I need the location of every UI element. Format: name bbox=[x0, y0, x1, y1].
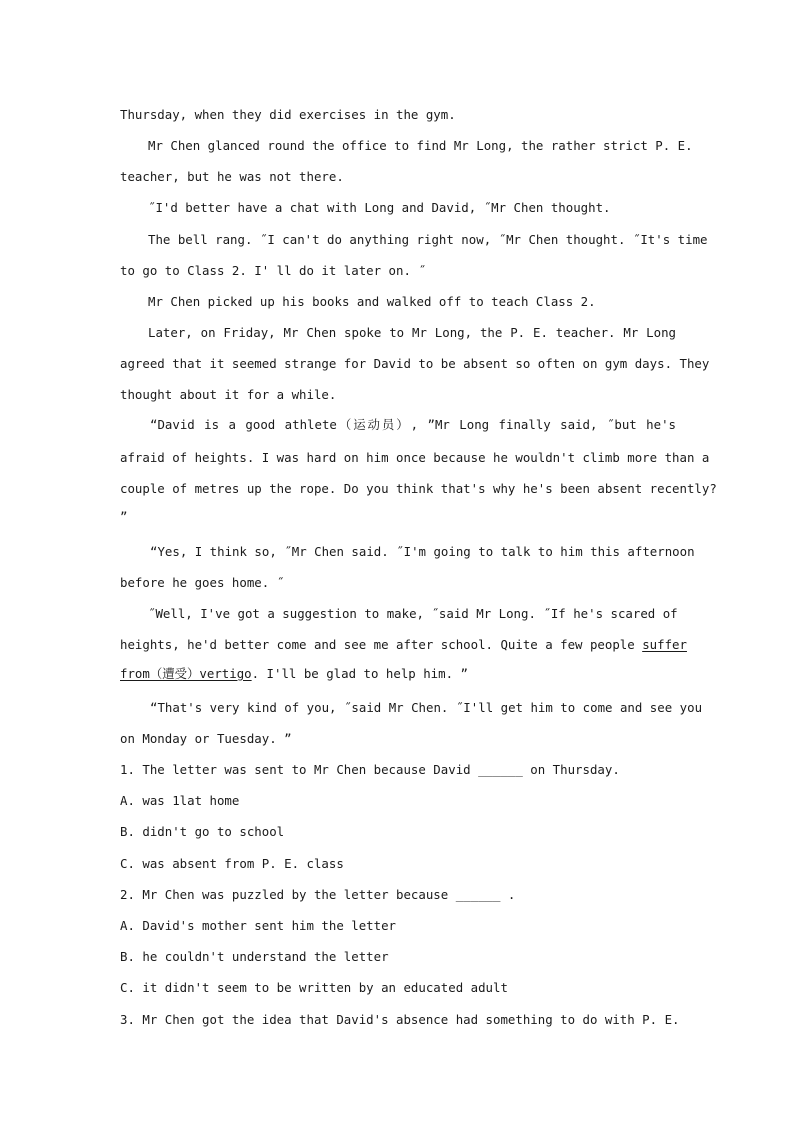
passage-line: on Monday or Tuesday. ” bbox=[120, 731, 292, 746]
passage-line: ˝I'd better have a chat with Long and David, ˝Mr Chen thought. bbox=[148, 200, 611, 215]
option-1a: A. was 1lat home bbox=[120, 793, 240, 808]
passage-line bbox=[120, 665, 676, 683]
passage-line: Later, on Friday, Mr Chen spoke to Mr Long, the P. E. teacher. Mr Long bbox=[148, 325, 676, 340]
option-2a: A. David's mother sent him the letter bbox=[120, 918, 397, 933]
question-1: 1. The letter was sent to Mr Chen because David ______ on Thursday. bbox=[120, 762, 620, 777]
passage-line bbox=[120, 636, 687, 654]
passage-line: agreed that it seemed strange for David to be absent so often on gym days. They bbox=[120, 356, 710, 371]
passage-line: ” bbox=[120, 509, 128, 524]
underlined-phrase: from（遭受）vertigo bbox=[120, 666, 252, 681]
passage-line: The bell rang. ˝I can't do anything right now, ˝Mr Chen thought. ˝It's time bbox=[148, 232, 708, 247]
passage-line: “Yes, I think so, ˝Mr Chen said. ˝I'm going to talk to him this afternoon bbox=[150, 544, 695, 559]
passage-line: teacher, but he was not there. bbox=[120, 169, 344, 184]
passage-line: “David is a good athlete（运动员）, ”Mr Long finally said, ˝but he's bbox=[150, 417, 676, 432]
option-2c: C. it didn't seem to be written by an educated adult bbox=[120, 980, 508, 995]
passage-line: Mr Chen glanced round the office to find Mr Long, the rather strict P. E. bbox=[148, 138, 693, 153]
passage-line: afraid of heights. I was hard on him once because he wouldn't climb more than a bbox=[120, 450, 710, 465]
passage-line: “That's very kind of you, ˝said Mr Chen. ˝I'll get him to come and see you bbox=[150, 700, 703, 715]
underlined-phrase: suffer bbox=[642, 637, 687, 652]
question-2: 2. Mr Chen was puzzled by the letter because ______ . bbox=[120, 887, 516, 902]
passage-text: heights, he'd better come and see me after school. Quite a few people bbox=[120, 637, 643, 652]
option-1c: C. was absent from P. E. class bbox=[120, 856, 344, 871]
passage-text: . I'll be glad to help him. ” bbox=[251, 666, 468, 681]
passage-line: before he goes home. ˝ bbox=[120, 575, 285, 590]
passage-line: thought about it for a while. bbox=[120, 387, 337, 402]
passage-line: couple of metres up the rope. Do you think that's why he's been absent recently? bbox=[120, 481, 717, 496]
option-2b: B. he couldn't understand the letter bbox=[120, 949, 389, 964]
passage-line: to go to Class 2. I' ll do it later on. ˝ bbox=[120, 263, 426, 278]
question-3: 3. Mr Chen got the idea that David's absence had something to do with P. E. bbox=[120, 1012, 680, 1027]
passage-line: Thursday, when they did exercises in the gym. bbox=[120, 107, 456, 122]
passage-line: ˝Well, I've got a suggestion to make, ˝said Mr Long. ˝If he's scared of bbox=[148, 606, 678, 621]
passage-line: Mr Chen picked up his books and walked off to teach Class 2. bbox=[148, 294, 596, 309]
option-1b: B. didn't go to school bbox=[120, 824, 285, 839]
